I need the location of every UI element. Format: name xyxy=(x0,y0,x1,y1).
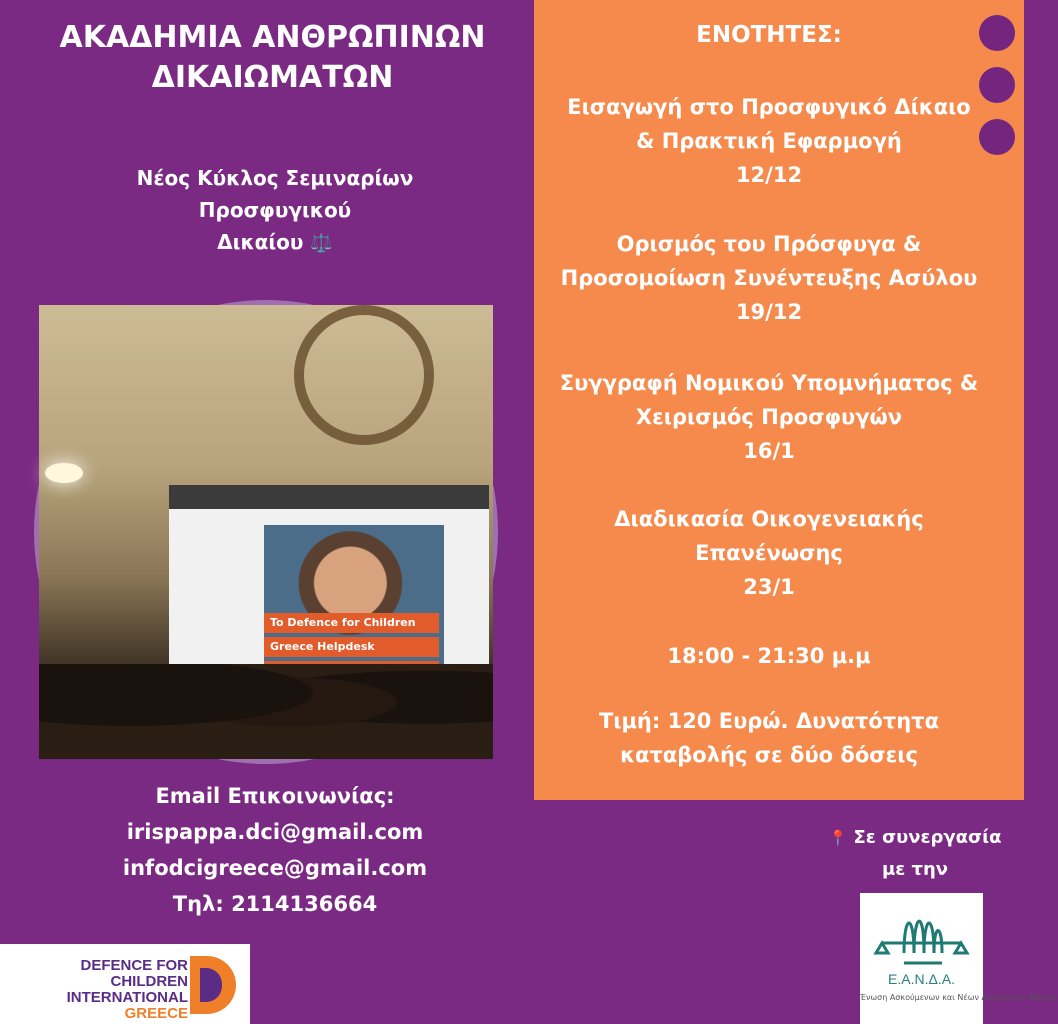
section-item-3 xyxy=(534,366,1004,468)
partner-line-2: με την xyxy=(881,859,949,880)
lamp-icon xyxy=(45,463,83,483)
email-1[interactable]: irispappa.dci@gmail.com xyxy=(126,820,424,844)
section-item-4 xyxy=(534,502,1004,604)
sections-heading: ΕΝΟΤΗΤΕΣ: xyxy=(696,22,842,48)
dci-logo-text xyxy=(8,958,188,1022)
dci-logo-line-3: GREECE xyxy=(124,1005,188,1022)
projection-screen xyxy=(169,485,489,685)
section-item-1 xyxy=(534,90,1004,192)
contact-heading: Email Επικοινωνίας: xyxy=(155,784,395,808)
section-3-date: 16/1 xyxy=(743,439,795,463)
dci-logo-line-1: DEFENCE FOR CHILDREN xyxy=(80,957,188,990)
section-2-line-2: Προσομοίωση Συνέντευξης Ασύλου xyxy=(560,266,978,290)
section-2-date: 19/12 xyxy=(735,300,803,324)
subtitle xyxy=(95,162,455,260)
section-3-line-2: Χειρισμός Προσφυγών xyxy=(635,405,903,429)
scales-logo-icon xyxy=(874,903,969,968)
seminar-photo xyxy=(34,300,498,764)
time-text: 18:00 - 21:30 μ.μ xyxy=(667,644,871,668)
section-2-line-1: Ορισμός του Πρόσφυγα & xyxy=(616,232,922,256)
price-block xyxy=(534,704,1004,772)
screen-toolbar xyxy=(169,485,489,509)
subtitle-line-3: Δικαίου ⚖️ xyxy=(217,230,333,254)
dci-logo-line-2: INTERNATIONAL xyxy=(66,989,188,1006)
pin-icon: 📍 xyxy=(828,829,848,847)
section-1-line-2: & Πρακτική Εφαρμογή xyxy=(636,129,902,153)
eanda-name: Ε.Α.Ν.Δ.Α. xyxy=(888,971,955,987)
page-title: ΑΚΑΔΗΜΙΑ ΑΝΘΡΩΠΙΝΩΝ ΔΙΚΑΙΩΜΑΤΩΝ xyxy=(59,20,486,95)
price-line-1: Τιμή: 120 Ευρώ. Δυνατότητα xyxy=(598,709,940,733)
partner-block xyxy=(815,822,1015,885)
subtitle-line-1: Νέος Κύκλος Σεμιναρίων xyxy=(136,166,414,190)
screen-banner-1: To Defence for Children xyxy=(264,613,439,633)
section-1-line-1: Εισαγωγή στο Προσφυγικό Δίκαιο xyxy=(567,95,971,119)
section-3-line-1: Συγγραφή Νομικού Υπομνήματος & xyxy=(559,371,979,395)
partner-line-1: 📍 Σε συνεργασία xyxy=(828,827,1002,848)
audience xyxy=(39,664,493,759)
emblem-icon xyxy=(294,305,434,445)
section-4-line-1: Διαδικασία Οικογενειακής xyxy=(614,507,924,531)
section-1-date: 12/12 xyxy=(735,163,803,187)
phone[interactable]: Τηλ: 2114136664 xyxy=(172,892,378,916)
section-4-line-2: Επανένωσης xyxy=(695,541,843,565)
subtitle-line-2: Προσφυγικού xyxy=(198,198,352,222)
eanda-logo xyxy=(860,893,1058,1024)
email-2[interactable]: infodcigreece@gmail.com xyxy=(122,856,428,880)
section-item-2 xyxy=(534,227,1004,329)
screen-banner-2: Greece Helpdesk xyxy=(264,637,439,657)
eanda-subtitle: Ένωση Ασκούμενων και Νέων Δικηγόρων Αθήνας xyxy=(860,993,1058,1002)
price-line-2: καταβολής σε δύο δόσεις xyxy=(620,743,918,767)
section-4-date: 23/1 xyxy=(743,575,795,599)
dci-d-icon xyxy=(190,956,236,1014)
dci-logo xyxy=(0,944,250,1024)
contact-block xyxy=(90,778,460,922)
scales-icon: ⚖️ xyxy=(310,233,333,254)
